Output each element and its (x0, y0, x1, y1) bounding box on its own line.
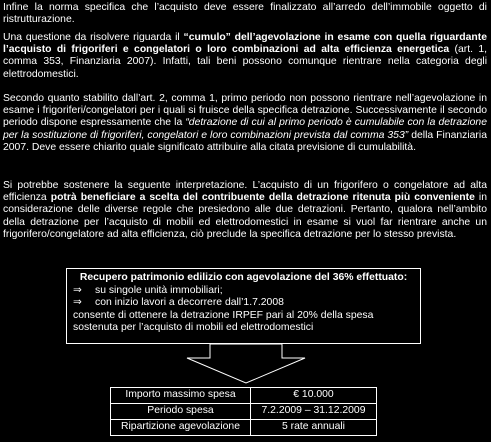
paragraph-text: in considerazione delle diverse regole che presiedono alle due detrazioni. Pertanto, qualora nell’ambito della detrazione per l’acquisto di mobili ed elettrodomestici in esame si vuol far rientrare anche un frigorifero/congelatore ad alta efficienza, ciò preclude la specifica detrazione per lo stesso prevista. (3, 192, 487, 240)
table-cell-value: 7.2.2009 – 31.12.2009 (251, 404, 377, 420)
paragraph-text: Si potrebbe sostenere la seguente interpretazione. L’acquisto di un frigorifero o congelatore ad alta efficienza (3, 180, 487, 204)
table-cell-value: € 10.000 (251, 388, 377, 404)
paragraph-bold-text: potrà beneficiare a scelta del contribuente della detrazione ritenuta più conveniente (50, 192, 475, 204)
table-cell-label: Periodo spesa (111, 404, 251, 420)
paragraph-text: Secondo quanto stabilito dall’art. 2, comma 1, primo periodo non possono rientrare nell’agevolazione in esame i frigoriferi/congelatori per i quali si fruisce della specifica detrazione. Successivamente il secondo periodo dispone espressamente che la (3, 93, 487, 129)
paragraph-text: Una questione da risolvere riguarda il (3, 32, 184, 43)
summary-table (110, 387, 377, 436)
double-arrow-right-icon: ⇒ (73, 285, 82, 297)
paragraph-text: Infine la norma specifica che l’acquisto deve essere finalizzato all’arredo dell’immobile oggetto di ristrutturazione. (3, 2, 487, 26)
table-row (111, 420, 377, 436)
table-cell-label: Importo massimo spesa (111, 388, 251, 404)
summary-box-title: Recupero patrimonio edilizio con agevolazione del 36% effettuato: (79, 272, 408, 283)
summary-box-conclusion: consente di ottenere la detrazione IRPEF pari al 20% della spesa sostenuta per l’acquisto di mobili ed elettrodomestici (73, 309, 374, 333)
table-cell-label: Ripartizione agevolazione (111, 420, 251, 436)
table-cell-value: 5 rate annuali (251, 420, 377, 436)
paragraph-text: (art. 1, comma 353, Finanziaria 2007). Infatti, tali beni possono comunque rientrare nella categoria degli elettrodomestici. (3, 44, 487, 80)
paragraph-bold-text: “cumulo” dell’agevolazione in esame con quella riguardante l’acquisto di frigoriferi e congelatori o loro combinazioni ad alta efficienza energetica (3, 32, 487, 56)
paragraph-italic-quote: “detrazione di cui al primo periodo è cumulabile con la detrazione per la sostituzione di frigoriferi, congelatori e loro combinazioni prevista dal comma 353” (3, 117, 487, 141)
paragraph-text: della Finanziaria 2007. Deve essere chiarito quale significato attribuire alla citata previsione di cumulabilità. (3, 129, 487, 153)
table-row (111, 388, 377, 404)
double-arrow-right-icon: ⇒ (73, 297, 82, 309)
table-row (111, 404, 377, 420)
summary-box-item-text: su singole unità immobiliari; (95, 285, 223, 297)
summary-box-item-text: con inizio lavori a decorrere dall’1.7.2008 (95, 297, 284, 309)
